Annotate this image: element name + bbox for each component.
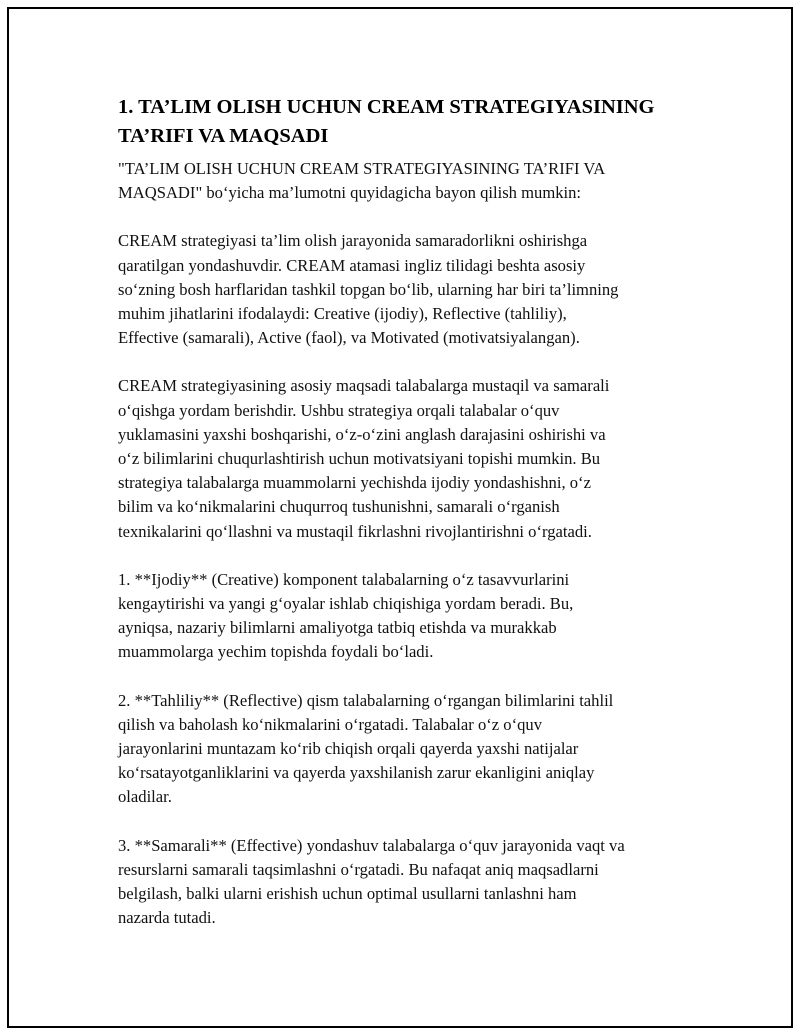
creative-paragraph: 1. **Ijodiy** (Creative) komponent talabalarning o‘z tasavvurlarini kengaytirishi va yangi g‘oyalar ishlab chiqishiga yordam beradi. Bu, ayniqsa, nazariy bilimlarni amaliyotga tatbiq etishda va murakkab muammolarga yechim topishda foydali bo‘ladi. <box>118 569 574 662</box>
intro-paragraph: "TA’LIM OLISH UCHUN CREAM STRATEGIYASINING TA’RIFI VA MAQSADI" bo‘yicha ma’lumotni quyidagicha bayon qilish mumkin: <box>118 159 606 203</box>
purpose-paragraph: CREAM strategiyasining asosiy maqsadi talabalarga mustaqil va samarali o‘qishga yordam berishdir. Ushbu strategiya orqali talabalar o‘quv yuklamasini yaxshi boshqarishi, o‘z-o‘zini anglash darajasini oshirishi va o‘z bilimlarini chuqurlashtirish uchun motivatsiyani topishi mumkin. Bu strategiya talabalarga muammolarni yechishda ijodiy yondashishni, o‘z bilim va ko‘nikmalarini chuqurroq tushunishni, samarali o‘rganish texnikalarini qo‘llashni va mustaqil fikrlashni rivojlantirishni o‘rgatadi. <box>118 376 610 541</box>
reflective-paragraph: 2. **Tahliliy** (Reflective) qism talabalarning o‘rgangan bilimlarini tahlil qilish va baholash ko‘nikmalarini o‘rgatadi. Talabalar o‘z o‘quv jarayonlarini muntazam ko‘rib chiqish orqali qayerda yaxshi natijalar ko‘rsatayotganliklarini va qayerda yaxshilanish zarur ekanligini aniqlay oladilar. <box>118 690 614 807</box>
definition-paragraph: CREAM strategiyasi ta’lim olish jarayonida samaradorlikni oshirishga qaratilgan yondashuvdir. CREAM atamasi ingliz tilidagi beshta asosiy so‘zning bosh harflaridan tashkil topgan bo‘lib, ularning har biri ta’limning muhim jihatlarini ifodalaydi: Creative (ijodiy), Reflective (tahliliy), Effective (samarali), Active (faol), va Motivated (motivatsiyalangan). <box>118 231 619 348</box>
document-body <box>118 93 688 954</box>
effective-paragraph: 3. **Samarali** (Effective) yondashuv talabalarga o‘quv jarayonida vaqt va resurslarni samarali taqsimlashni o‘rgatadi. Bu nafaqat aniq maqsadlarni belgilash, balki ularni erishish uchun optimal usullarni tanlashni ham nazarda tutadi. <box>118 835 625 928</box>
section-heading: 1. TA’LIM OLISH UCHUN CREAM STRATEGIYASINING TA’RIFI VA MAQSADI <box>118 96 655 147</box>
